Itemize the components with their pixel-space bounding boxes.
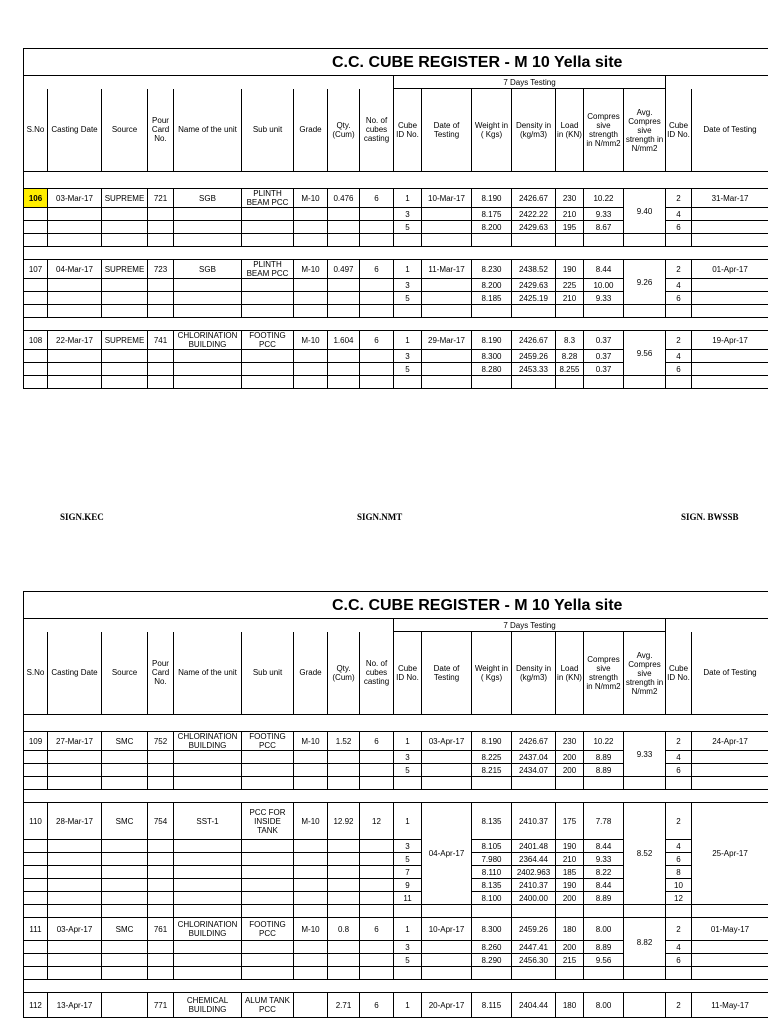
cell-source: SMC <box>102 803 148 840</box>
cell-cube-id-2: 6 <box>666 853 692 866</box>
cell-cube-id: 9 <box>394 879 422 892</box>
header-cube-id-2: Cube ID No. <box>666 632 692 715</box>
cell-date-testing: 10-Apr-17 <box>422 918 472 941</box>
cell-cube-id-2: 4 <box>666 941 692 954</box>
cell-load: 190 <box>556 840 584 853</box>
cell-unit-name: SST-1 <box>174 803 242 840</box>
cell-cube-id-2: 10 <box>666 879 692 892</box>
cell-density: 2422.22 <box>512 208 556 221</box>
register-table-2 <box>23 591 768 1018</box>
cell-density: 2400.00 <box>512 892 556 905</box>
cell-source: SMC <box>102 732 148 751</box>
signature-kec: SIGN.KEC <box>60 512 104 522</box>
header-qty: Qty. (Cum) <box>328 632 360 715</box>
header-source: Source <box>102 89 148 172</box>
spacer-row <box>24 247 768 260</box>
cell-cube-id-2: 4 <box>666 208 692 221</box>
cell-cube-id: 3 <box>394 751 422 764</box>
cell-cube-id: 3 <box>394 279 422 292</box>
cell-unit-name: SGB <box>174 189 242 208</box>
cell-date-testing-2: 25-Apr-17 <box>692 803 768 905</box>
cell-weight: 8.260 <box>472 941 512 954</box>
cell-qty: 1.52 <box>328 732 360 751</box>
cell-density: 2402.963 <box>512 866 556 879</box>
cell-cube-id-2: 4 <box>666 350 692 363</box>
cell-pour-card: 721 <box>148 189 174 208</box>
cell-strength: 8.44 <box>584 879 624 892</box>
cell-avg-strength: 9.26 <box>624 260 666 305</box>
header-date-testing-2: Date of Testing <box>692 632 768 715</box>
header-strength: Compres sive strength in N/mm2 <box>584 632 624 715</box>
header-strength: Compres sive strength in N/mm2 <box>584 89 624 172</box>
cell-cube-id: 3 <box>394 208 422 221</box>
cell-weight: 7.980 <box>472 853 512 866</box>
cell-date-testing-2: 31-Mar-17 <box>692 189 768 208</box>
header-cube-id-2: Cube ID No. <box>666 89 692 172</box>
cell-density: 2410.37 <box>512 879 556 892</box>
cell-load: 190 <box>556 879 584 892</box>
cell-strength: 9.33 <box>584 208 624 221</box>
cell-grade: M-10 <box>294 331 328 350</box>
spacer-row <box>24 790 768 803</box>
cell-load: 175 <box>556 803 584 840</box>
cell-density: 2438.52 <box>512 260 556 279</box>
cell-date-testing: 20-Apr-17 <box>422 993 472 1018</box>
cell-strength: 8.89 <box>584 941 624 954</box>
header-sub-unit: Sub unit <box>242 632 294 715</box>
cell-sub-unit: FOOTING PCC <box>242 918 294 941</box>
header-weight: Weight in ( Kgs) <box>472 632 512 715</box>
cell-cube-id: 1 <box>394 993 422 1018</box>
spacer-row <box>24 318 768 331</box>
cell-weight: 8.190 <box>472 331 512 350</box>
cell-qty: 1.604 <box>328 331 360 350</box>
cell-grade <box>294 993 328 1018</box>
header-sub-unit: Sub unit <box>242 89 294 172</box>
cell-density: 2429.63 <box>512 221 556 234</box>
header-grade: Grade <box>294 632 328 715</box>
header-cubes: No. of cubes casting <box>360 89 394 172</box>
header-load: Load in (KN) <box>556 89 584 172</box>
cell-weight: 8.300 <box>472 918 512 941</box>
cell-cube-id-2: 6 <box>666 764 692 777</box>
cell-strength: 8.44 <box>584 260 624 279</box>
cell-load: 8.3 <box>556 331 584 350</box>
cell-weight: 8.290 <box>472 954 512 967</box>
header-grade: Grade <box>294 89 328 172</box>
blank-header-cell <box>24 76 394 89</box>
cell-cube-id-2: 6 <box>666 954 692 967</box>
cell-load: 200 <box>556 892 584 905</box>
header-density: Density in (kg/m3) <box>512 632 556 715</box>
cell-weight: 8.215 <box>472 764 512 777</box>
cell-density: 2410.37 <box>512 803 556 840</box>
cell-date-testing: 11-Mar-17 <box>422 260 472 279</box>
cell-avg-strength: 9.56 <box>624 331 666 376</box>
cell-cube-id: 1 <box>394 189 422 208</box>
cell-source: SMC <box>102 918 148 941</box>
cell-pour-card: 723 <box>148 260 174 279</box>
header-cube-id: Cube ID No. <box>394 89 422 172</box>
cell-weight: 8.225 <box>472 751 512 764</box>
cell-load: 185 <box>556 866 584 879</box>
cell-cube-id-2: 2 <box>666 918 692 941</box>
cell-load: 230 <box>556 189 584 208</box>
spacer-row <box>24 172 768 189</box>
cell-cube-id-2: 2 <box>666 260 692 279</box>
cell-load: 225 <box>556 279 584 292</box>
cell-cubes: 6 <box>360 993 394 1018</box>
cell-qty: 0.476 <box>328 189 360 208</box>
register-table-1 <box>23 48 768 389</box>
blank-header-cell <box>666 619 768 632</box>
cell-date-testing-2: 11-May-17 <box>692 993 768 1018</box>
cell-sno: 108 <box>24 331 48 350</box>
cell-weight: 8.175 <box>472 208 512 221</box>
cell-weight: 8.300 <box>472 350 512 363</box>
header-avg-strength: Avg. Compres sive strength in N/mm2 <box>624 632 666 715</box>
cell-cube-id: 5 <box>394 954 422 967</box>
cell-strength: 0.37 <box>584 350 624 363</box>
cell-cube-id: 1 <box>394 803 422 840</box>
blank-header-cell <box>24 619 394 632</box>
cell-strength: 8.89 <box>584 764 624 777</box>
header-weight: Weight in ( Kgs) <box>472 89 512 172</box>
cell-weight: 8.190 <box>472 189 512 208</box>
cell-avg-strength: 9.33 <box>624 732 666 777</box>
cell-weight: 8.135 <box>472 879 512 892</box>
header-sno: S.No <box>24 89 48 172</box>
header-date-testing-2: Date of Testing <box>692 89 768 172</box>
cell-unit-name: SGB <box>174 260 242 279</box>
cell-pour-card: 754 <box>148 803 174 840</box>
cell-weight: 8.135 <box>472 803 512 840</box>
cell-density: 2426.67 <box>512 331 556 350</box>
cell-density: 2456.30 <box>512 954 556 967</box>
cell-load: 210 <box>556 208 584 221</box>
cell-strength: 9.33 <box>584 853 624 866</box>
cell-source: SUPREME <box>102 331 148 350</box>
cell-unit-name: CHLORINATION BUILDING <box>174 331 242 350</box>
cell-density: 2459.26 <box>512 350 556 363</box>
cell-date-testing: 03-Apr-17 <box>422 732 472 751</box>
cell-load: 230 <box>556 732 584 751</box>
cell-density: 2364.44 <box>512 853 556 866</box>
cell-weight: 8.200 <box>472 221 512 234</box>
cell-strength: 8.00 <box>584 993 624 1018</box>
cell-density: 2447.41 <box>512 941 556 954</box>
cell-load: 8.255 <box>556 363 584 376</box>
cell-qty: 0.497 <box>328 260 360 279</box>
cell-pour-card: 761 <box>148 918 174 941</box>
cell-source: SUPREME <box>102 260 148 279</box>
cell-weight: 8.185 <box>472 292 512 305</box>
cell-weight: 8.200 <box>472 279 512 292</box>
cell-strength: 10.22 <box>584 189 624 208</box>
header-date-testing: Date of Testing <box>422 89 472 172</box>
cell-unit-name: CHLORINATION BUILDING <box>174 918 242 941</box>
cell-cube-id: 1 <box>394 331 422 350</box>
cell-strength: 10.00 <box>584 279 624 292</box>
header-casting-date: Casting Date <box>48 89 102 172</box>
cell-cube-id: 1 <box>394 918 422 941</box>
cell-date-testing-2: 01-May-17 <box>692 918 768 941</box>
cell-source: SUPREME <box>102 189 148 208</box>
cell-cube-id: 5 <box>394 764 422 777</box>
cell-cube-id: 3 <box>394 350 422 363</box>
cell-cube-id: 3 <box>394 941 422 954</box>
header-qty: Qty. (Cum) <box>328 89 360 172</box>
cell-sno: 111 <box>24 918 48 941</box>
signature-bwssb: SIGN. BWSSB <box>681 512 739 522</box>
cell-date-testing: 10-Mar-17 <box>422 189 472 208</box>
cell-cubes: 6 <box>360 331 394 350</box>
cell-avg-strength: 9.40 <box>624 189 666 234</box>
cell-sno: 112 <box>24 993 48 1018</box>
cell-weight: 8.190 <box>472 732 512 751</box>
cell-cube-id-2: 2 <box>666 993 692 1018</box>
cell-casting-date: 03-Mar-17 <box>48 189 102 208</box>
signature-nmt: SIGN.NMT <box>357 512 403 522</box>
cell-sno: 109 <box>24 732 48 751</box>
cell-casting-date: 03-Apr-17 <box>48 918 102 941</box>
cell-date-testing-2: 19-Apr-17 <box>692 331 768 350</box>
cell-casting-date: 04-Mar-17 <box>48 260 102 279</box>
header-avg-strength: Avg. Compres sive strength in N/mm2 <box>624 89 666 172</box>
cell-source <box>102 993 148 1018</box>
header-unit-name: Name of the unit <box>174 632 242 715</box>
cell-strength: 0.37 <box>584 363 624 376</box>
cell-cube-id-2: 6 <box>666 292 692 305</box>
cell-sub-unit: FOOTING PCC <box>242 331 294 350</box>
cell-cube-id: 11 <box>394 892 422 905</box>
header-date-testing: Date of Testing <box>422 632 472 715</box>
cell-density: 2401.48 <box>512 840 556 853</box>
cell-grade: M-10 <box>294 189 328 208</box>
cell-load: 215 <box>556 954 584 967</box>
cell-cube-id-2: 6 <box>666 363 692 376</box>
cell-sub-unit: PCC FOR INSIDE TANK <box>242 803 294 840</box>
cell-casting-date: 22-Mar-17 <box>48 331 102 350</box>
header-density: Density in (kg/m3) <box>512 89 556 172</box>
cell-density: 2426.67 <box>512 732 556 751</box>
cell-cube-id: 5 <box>394 853 422 866</box>
cell-density: 2426.67 <box>512 189 556 208</box>
cell-load: 190 <box>556 260 584 279</box>
cell-sub-unit: PLINTH BEAM PCC <box>242 189 294 208</box>
blank-header-cell <box>666 76 768 89</box>
cell-avg-strength: 8.82 <box>624 918 666 967</box>
cell-strength: 0.37 <box>584 331 624 350</box>
seven-days-testing-label: 7 Days Testing <box>394 76 666 89</box>
cell-load: 180 <box>556 993 584 1018</box>
spacer-row <box>24 715 768 732</box>
cell-cube-id-2: 2 <box>666 331 692 350</box>
cell-cubes: 6 <box>360 732 394 751</box>
cell-cube-id-2: 12 <box>666 892 692 905</box>
cell-cube-id: 1 <box>394 732 422 751</box>
cell-qty: 0.8 <box>328 918 360 941</box>
cell-strength: 8.89 <box>584 892 624 905</box>
cell-strength: 10.22 <box>584 732 624 751</box>
cell-strength: 9.56 <box>584 954 624 967</box>
spacer-row <box>24 980 768 993</box>
cell-density: 2404.44 <box>512 993 556 1018</box>
header-pour-card: Pour Card No. <box>148 632 174 715</box>
header-cube-id: Cube ID No. <box>394 632 422 715</box>
cell-sno: 107 <box>24 260 48 279</box>
cell-sub-unit: FOOTING PCC <box>242 732 294 751</box>
cell-cube-id: 5 <box>394 221 422 234</box>
cell-strength: 8.67 <box>584 221 624 234</box>
cell-weight: 8.100 <box>472 892 512 905</box>
cell-date-testing-2: 24-Apr-17 <box>692 732 768 751</box>
cell-load: 200 <box>556 941 584 954</box>
header-load: Load in (KN) <box>556 632 584 715</box>
cell-weight: 8.110 <box>472 866 512 879</box>
cell-weight: 8.105 <box>472 840 512 853</box>
cell-cubes: 12 <box>360 803 394 840</box>
cell-qty: 2.71 <box>328 993 360 1018</box>
cell-density: 2425.19 <box>512 292 556 305</box>
cell-density: 2453.33 <box>512 363 556 376</box>
cell-load: 180 <box>556 918 584 941</box>
header-pour-card: Pour Card No. <box>148 89 174 172</box>
cell-grade: M-10 <box>294 732 328 751</box>
cell-grade: M-10 <box>294 918 328 941</box>
cell-cube-id-2: 2 <box>666 189 692 208</box>
cell-avg-strength <box>624 993 666 1018</box>
cell-casting-date: 27-Mar-17 <box>48 732 102 751</box>
cell-qty: 12.92 <box>328 803 360 840</box>
cell-cubes: 6 <box>360 260 394 279</box>
register-title: C.C. CUBE REGISTER - M 10 Yella site <box>24 592 768 619</box>
header-cubes: No. of cubes casting <box>360 632 394 715</box>
cell-cube-id-2: 4 <box>666 840 692 853</box>
cell-sub-unit: PLINTH BEAM PCC <box>242 260 294 279</box>
cell-density: 2429.63 <box>512 279 556 292</box>
cell-density: 2437.04 <box>512 751 556 764</box>
cell-pour-card: 741 <box>148 331 174 350</box>
seven-days-testing-label: 7 Days Testing <box>394 619 666 632</box>
cell-cube-id-2: 2 <box>666 803 692 840</box>
cell-unit-name: CHLORINATION BUILDING <box>174 732 242 751</box>
cell-density: 2434.07 <box>512 764 556 777</box>
cell-cube-id: 7 <box>394 866 422 879</box>
cell-sno: 106 <box>24 189 48 208</box>
cell-strength: 8.22 <box>584 866 624 879</box>
cell-load: 200 <box>556 751 584 764</box>
cell-weight: 8.280 <box>472 363 512 376</box>
cell-avg-strength: 8.52 <box>624 803 666 905</box>
cell-date-testing: 04-Apr-17 <box>422 803 472 905</box>
cell-sub-unit: ALUM TANK PCC <box>242 993 294 1018</box>
cell-cube-id-2: 2 <box>666 732 692 751</box>
cell-cube-id: 5 <box>394 363 422 376</box>
cell-sno: 110 <box>24 803 48 840</box>
cell-cube-id-2: 4 <box>666 279 692 292</box>
cell-date-testing-2: 01-Apr-17 <box>692 260 768 279</box>
header-source: Source <box>102 632 148 715</box>
cell-pour-card: 752 <box>148 732 174 751</box>
cell-cube-id: 1 <box>394 260 422 279</box>
cell-weight: 8.115 <box>472 993 512 1018</box>
cell-strength: 7.78 <box>584 803 624 840</box>
cell-strength: 8.89 <box>584 751 624 764</box>
cell-density: 2459.26 <box>512 918 556 941</box>
cell-grade: M-10 <box>294 260 328 279</box>
cell-weight: 8.230 <box>472 260 512 279</box>
cell-date-testing: 29-Mar-17 <box>422 331 472 350</box>
cell-cubes: 6 <box>360 189 394 208</box>
cell-casting-date: 13-Apr-17 <box>48 993 102 1018</box>
cell-cube-id-2: 4 <box>666 751 692 764</box>
cell-strength: 9.33 <box>584 292 624 305</box>
cell-load: 195 <box>556 221 584 234</box>
cell-strength: 8.44 <box>584 840 624 853</box>
cell-load: 210 <box>556 292 584 305</box>
cell-cube-id: 3 <box>394 840 422 853</box>
cell-cube-id-2: 8 <box>666 866 692 879</box>
cell-grade: M-10 <box>294 803 328 840</box>
header-unit-name: Name of the unit <box>174 89 242 172</box>
cell-casting-date: 28-Mar-17 <box>48 803 102 840</box>
cell-cube-id: 5 <box>394 292 422 305</box>
header-casting-date: Casting Date <box>48 632 102 715</box>
cell-load: 210 <box>556 853 584 866</box>
cell-load: 8.28 <box>556 350 584 363</box>
cell-cubes: 6 <box>360 918 394 941</box>
cell-unit-name: CHEMICAL BUILDING <box>174 993 242 1018</box>
cell-cube-id-2: 6 <box>666 221 692 234</box>
cell-pour-card: 771 <box>148 993 174 1018</box>
cell-load: 200 <box>556 764 584 777</box>
cell-strength: 8.00 <box>584 918 624 941</box>
register-title: C.C. CUBE REGISTER - M 10 Yella site <box>24 49 768 76</box>
header-sno: S.No <box>24 632 48 715</box>
